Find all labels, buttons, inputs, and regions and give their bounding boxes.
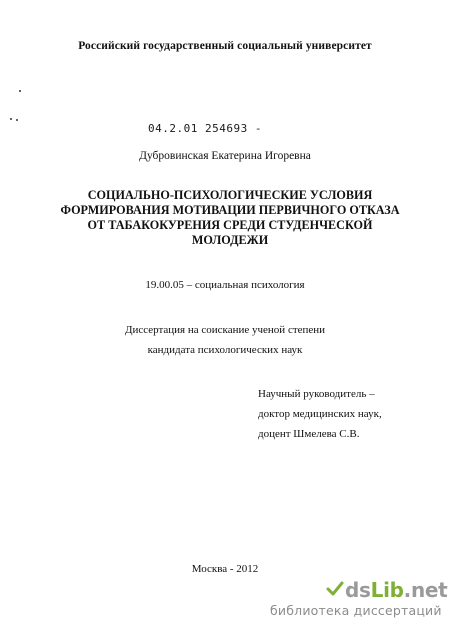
registration-stamp: 04.2.01 254693 - [148, 122, 262, 135]
logo-ds: ds [345, 578, 371, 602]
dslib-watermark [270, 578, 448, 624]
dissertation-title [60, 188, 400, 248]
supervisor-line: доктор медицинских наук, [258, 408, 382, 420]
watermark-logo [345, 578, 447, 602]
checkmark-icon [326, 580, 344, 598]
scan-speck [10, 118, 12, 120]
title-line: ФОРМИРОВАНИЯ МОТИВАЦИИ ПЕРВИЧНОГО ОТКАЗА [60, 203, 400, 217]
logo-lib: Lib [370, 578, 404, 602]
author-name: Дубровинская Екатерина Игоревна [139, 150, 311, 162]
city-year: Москва - 2012 [191, 563, 259, 575]
title-line: СОЦИАЛЬНО-ПСИХОЛОГИЧЕСКИЕ УСЛОВИЯ [87, 188, 373, 202]
supervisor-block [258, 384, 382, 444]
scan-speck [19, 90, 21, 92]
scan-speck [16, 119, 18, 121]
specialty-code: 19.00.05 – социальная психология [145, 279, 305, 291]
watermark-tagline: библиотека диссертаций [270, 603, 442, 618]
degree-statement [0, 320, 450, 360]
supervisor-line: Научный руководитель – [258, 388, 375, 400]
logo-net: .net [403, 578, 448, 602]
title-line: МОЛОДЕЖИ [191, 233, 269, 247]
supervisor-line: доцент Шмелева С.В. [258, 428, 360, 440]
degree-line: Диссертация на соискание ученой степени [124, 324, 326, 336]
university-name: Российский государственный социальный университет [78, 40, 372, 52]
title-line: ОТ ТАБАКОКУРЕНИЯ СРЕДИ СТУДЕНЧЕСКОЙ [87, 218, 373, 232]
degree-line: кандидата психологических наук [147, 344, 303, 356]
